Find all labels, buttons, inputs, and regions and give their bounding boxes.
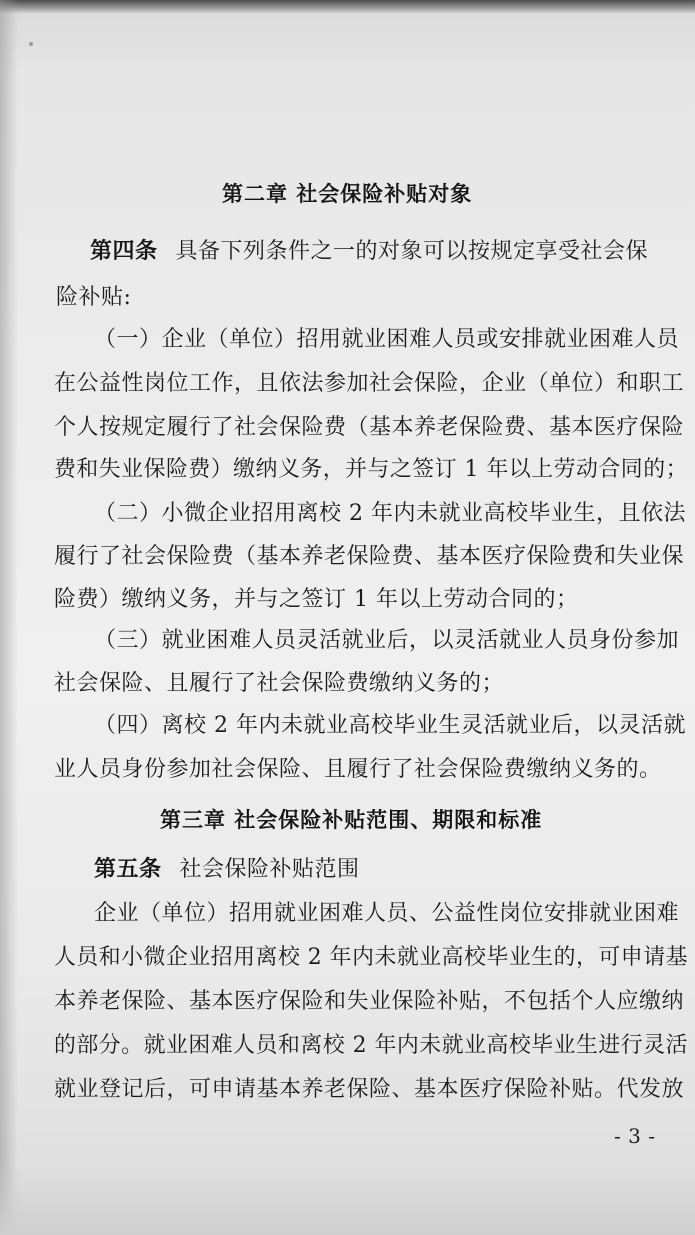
item-2-line: （二）小微企业招用离校 2 年内未就业高校毕业生，且依法 xyxy=(94,501,686,526)
article-5-label: 第五条 xyxy=(94,857,162,882)
item-2-line: 履行了社会保险费（基本养老保险费、基本医疗保险费和失业保 xyxy=(54,544,685,569)
item-4-line: （四）离校 2 年内未就业高校毕业生灵活就业后，以灵活就 xyxy=(94,713,686,738)
article-5-title-line xyxy=(94,856,360,884)
item-1-line: 费和失业保险费）缴纳义务，并与之签订 1 年以上劳动合同的； xyxy=(54,457,689,482)
top-edge-shadow xyxy=(0,0,695,14)
item-1-line: 在公益性岗位工作，且依法参加社会保险，企业（单位）和职工 xyxy=(54,371,685,396)
article-5-line: 就业登记后，可申请基本养老保险、基本医疗保险补贴。代发放 xyxy=(54,1077,685,1102)
bottom-edge-shadow xyxy=(0,1165,695,1235)
item-3-line: （三）就业困难人员灵活就业后，以灵活就业人员身份参加 xyxy=(94,628,680,653)
article-5-title: 社会保险补贴范围 xyxy=(179,857,360,882)
article-4-first-line xyxy=(90,238,648,266)
left-edge-shadow xyxy=(0,0,18,1235)
chapter-2-heading: 第二章 社会保险补贴对象 xyxy=(222,182,473,206)
paper-speck xyxy=(29,42,33,46)
article-5-line: 本养老保险、基本医疗保险和失业保险补贴，不包括个人应缴纳 xyxy=(54,989,685,1014)
item-1-line: （一）企业（单位）招用就业困难人员或安排就业困难人员 xyxy=(94,327,680,352)
item-1-line: 个人按规定履行了社会保险费（基本养老保险费、基本医疗保险 xyxy=(54,415,685,440)
article-5-line: 企业（单位）招用就业困难人员、公益性岗位安排就业困难 xyxy=(94,901,680,926)
page-number: - 3 - xyxy=(614,1124,656,1148)
item-4-line: 业人员身份参加社会保险、且履行了社会保险费缴纳义务的。 xyxy=(54,757,662,782)
article-5-line: 的部分。就业困难人员和离校 2 年内未就业高校毕业生进行灵活 xyxy=(54,1033,689,1058)
article-4-text: 具备下列条件之一的对象可以按规定享受社会保 xyxy=(175,239,649,264)
article-4-label: 第四条 xyxy=(90,239,158,264)
item-2-line: 险费）缴纳义务，并与之签订 1 年以上劳动合同的； xyxy=(54,587,579,612)
chapter-3-heading: 第三章 社会保险补贴范围、期限和标准 xyxy=(160,808,543,832)
article-4-line: 险补贴: xyxy=(56,285,132,310)
item-3-line: 社会保险、且履行了社会保险费缴纳义务的； xyxy=(54,671,505,696)
article-5-line: 人员和小微企业招用离校 2 年内未就业高校毕业生的，可申请基 xyxy=(54,945,689,970)
